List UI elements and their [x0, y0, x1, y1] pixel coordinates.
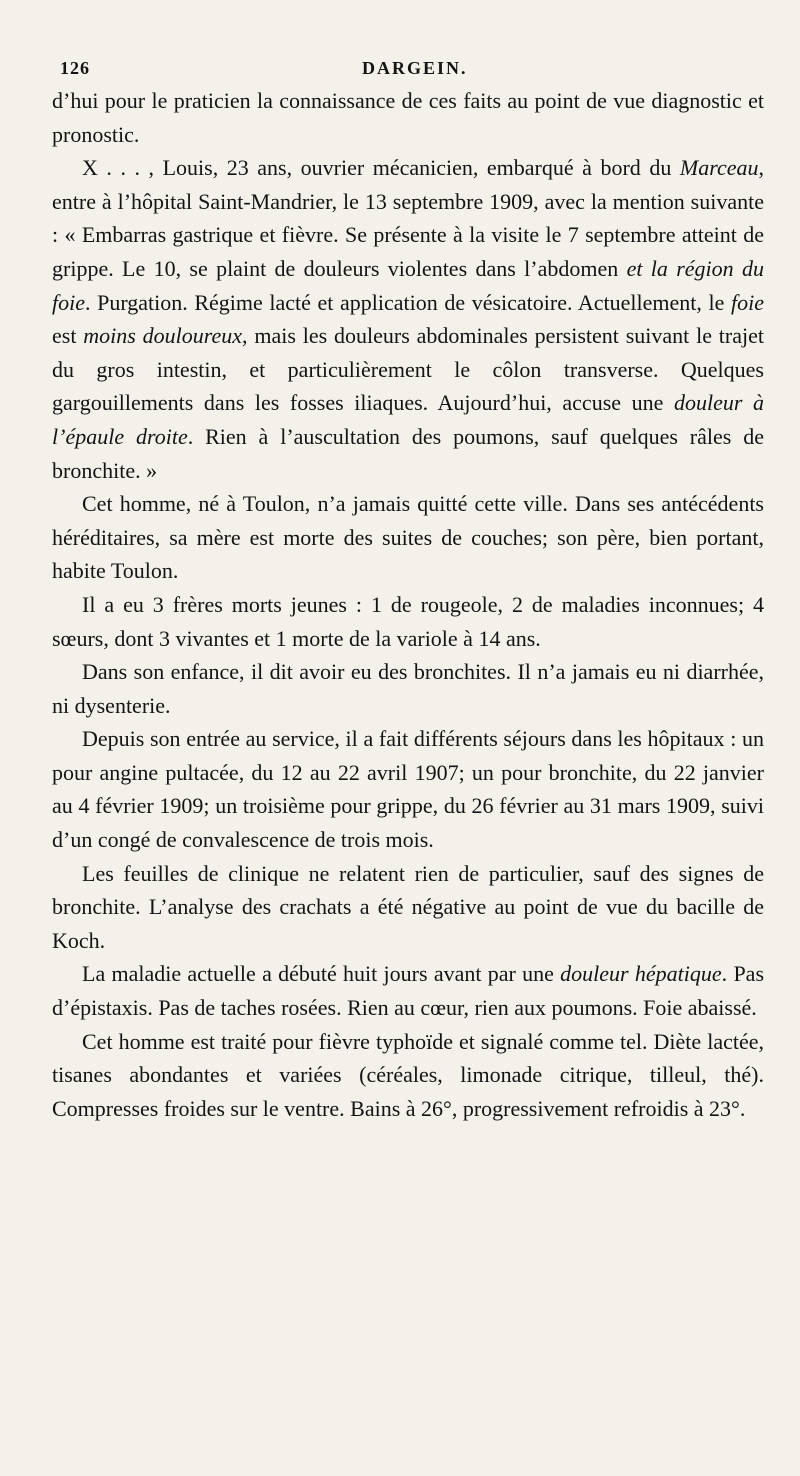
page-number: 126: [60, 58, 90, 78]
paragraph-clinical-records: Les feuilles de clinique ne relatent rien de particulier, sauf des signes de bronchite. L’analyse des crachats a été négative au point de vue du bacille de Koch.: [52, 860, 764, 953]
paragraph-case-report: X . . . , Louis, 23 ans, ouvrier mécanicien, embarqué à bord du Marceau, entre à l’hôpital Saint-Mandrier, le 13 septembre 1909, avec la mention suivante : « Embarras gastrique et fièvre. Se présente à la visite le 7 septembre atteint de grippe. Le 10, se plaint de douleurs violentes dans l’abdomen et la région du foie. Purgation. Régime lacté et application de vésicatoire. Actuellement, le foie est moins douloureux, mais les douleurs abdominales persistent suivant le trajet du gros intestin, et particulièrement le côlon transverse. Quelques gargouillements dans les fosses iliaques. Aujourd’hui, accuse une douleur à l’épaule droite. Rien à l’auscultation des poumons, sauf quelques râles de bronchite. »: [52, 155, 764, 483]
body-text: [52, 84, 764, 1125]
paragraph-heredity: Cet homme, né à Toulon, n’a jamais quitté cette ville. Dans ses antécédents héréditaires, sa mère est morte des suites de couches; son père, bien portant, habite Toulon.: [52, 491, 764, 584]
paragraph-treatment: Cet homme est traité pour fièvre typhoïde et signalé comme tel. Diète lactée, tisanes abondantes et variées (céréales, limonade citrique, tilleul, thé). Compresses froides sur le ventre. Bains à 26°, progressivement refroidis à 23°.: [52, 1028, 764, 1121]
paragraph-childhood: Dans son enfance, il dit avoir eu des bronchites. Il n’a jamais eu ni diarrhée, ni dysenterie.: [52, 659, 764, 718]
running-head: [52, 52, 764, 84]
running-title: DARGEIN.: [362, 58, 468, 78]
paragraph-hospital-stays: Depuis son entrée au service, il a fait différents séjours dans les hôpitaux : un pour angine pultacée, du 12 au 22 avril 1907; un pour bronchite, du 22 janvier au 4 février 1909; un troisième pour grippe, du 26 février au 31 mars 1909, suivi d’un congé de convalescence de trois mois.: [52, 726, 764, 853]
paragraph-continuation: d’hui pour le praticien la connaissance de ces faits au point de vue diagnostic et pronostic.: [52, 88, 764, 147]
paragraph-current-illness: La maladie actuelle a débuté huit jours avant par une douleur hépatique. Pas d’épistaxis. Pas de taches rosées. Rien au cœur, rien aux poumons. Foie abaissé.: [52, 961, 764, 1021]
paragraph-siblings: Il a eu 3 frères morts jeunes : 1 de rougeole, 2 de maladies inconnues; 4 sœurs, dont 3 vivantes et 1 morte de la variole à 14 ans.: [52, 591, 764, 651]
